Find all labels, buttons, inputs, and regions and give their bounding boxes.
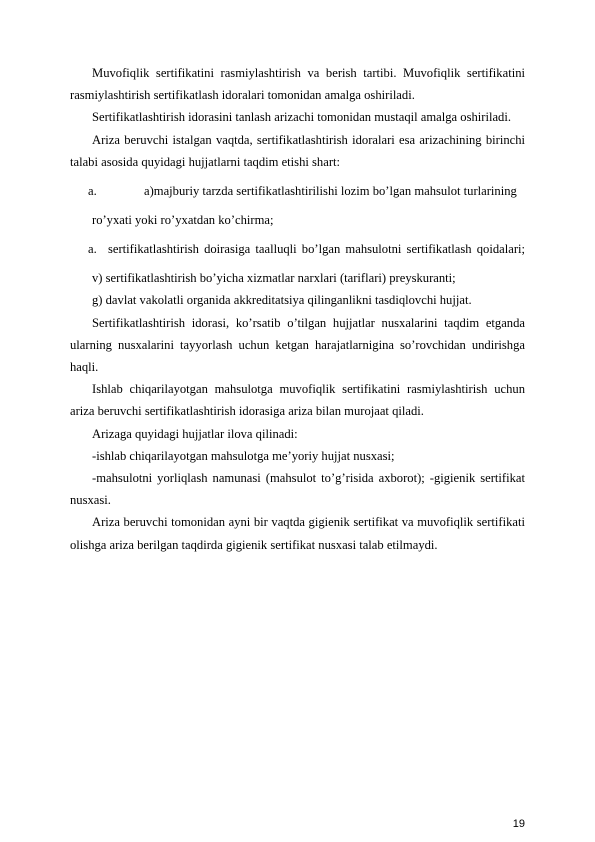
paragraph-hygienic-certificate: Ariza beruvchi tomonidan ayni bir vaqtda gigienik sertifikat va muvofiqlik sertifikati olishga ariza berilgan taqdirda gigienik sertifikat nusxasi talab etilmaydi. (70, 515, 525, 552)
page-number: 19 (512, 818, 525, 830)
paragraph-copy-costs: Sertifikatlashtirish idorasi, ko’rsatib o’tilgan hujjatlar nusxalarini taqdim etganda ularning nusxalarini tayyorlash uchun ketgan harajatlarnigina so’rovchidan undirishga haqli. (70, 315, 525, 375)
paragraph-applicant-request: Ariza beruvchi istalgan vaqtda, sertifikatlashtirish idoralari esa arizachining birinchi talabi asosida quyidagi hujjatlarni taqdim etishi shart: (70, 132, 525, 169)
paragraph-application: Ishlab chiqarilayotgan mahsulotga muvofiqlik sertifikatini rasmiylashtirish uchun ariza beruvchi sertifikatlashtirish idorasiga ariza bilan murojaat qiladi. (70, 382, 525, 419)
paragraph-labeling-sample: -mahsulotni yorliqlash namunasi (mahsulot to’g’risida axborot); -gigienik sertifikat nusxasi. (70, 471, 525, 508)
list-item-text: a)majburiy tarzda sertifikatlashtirilishi lozim bo’lgan mahsulot turlarining (144, 184, 517, 199)
list-item-mandatory-products (70, 181, 525, 201)
paragraph-normative-document: -ishlab chiqarilayotgan mahsulotga me’yoriy hujjat nusxasi; (92, 448, 395, 463)
paragraph-attachments-intro: Arizaga quyidagi hujjatlar ilova qilinadi: (92, 426, 298, 441)
paragraph-office-selection: Sertifikatlashtirish idorasini tanlash arizachi tomonidan mustaqil amalga oshiriladi. (92, 110, 511, 125)
paragraph-certificate-procedure: Muvofiqlik sertifikatini rasmiylashtirish va berish tartibi. Muvofiqlik sertifikatini rasmiylashtirish sertifikatlash idoralari tomonidan amalga oshiriladi. (70, 66, 525, 103)
list-marker: a. (88, 184, 97, 199)
list-item-certification-rules (70, 239, 525, 259)
paragraph-accreditation: g) davlat vakolatli organida akkreditatsiya qilinganlikni tasdiqlovchi hujjat. (92, 293, 472, 308)
document-body (70, 62, 525, 556)
paragraph-list-continuation: ro’yxati yoki ro’yxatdan ko’chirma; (92, 213, 274, 228)
paragraph-price-list: v) sertifikatlashtirish bo’yicha xizmatlar narxlari (tariflari) preyskuranti; (92, 271, 456, 286)
list-item-text: sertifikatlashtirish doirasiga taalluqli bo’lgan mahsulotni sertifikatlash qoidalari; (108, 242, 526, 257)
list-marker: a. (88, 242, 97, 257)
